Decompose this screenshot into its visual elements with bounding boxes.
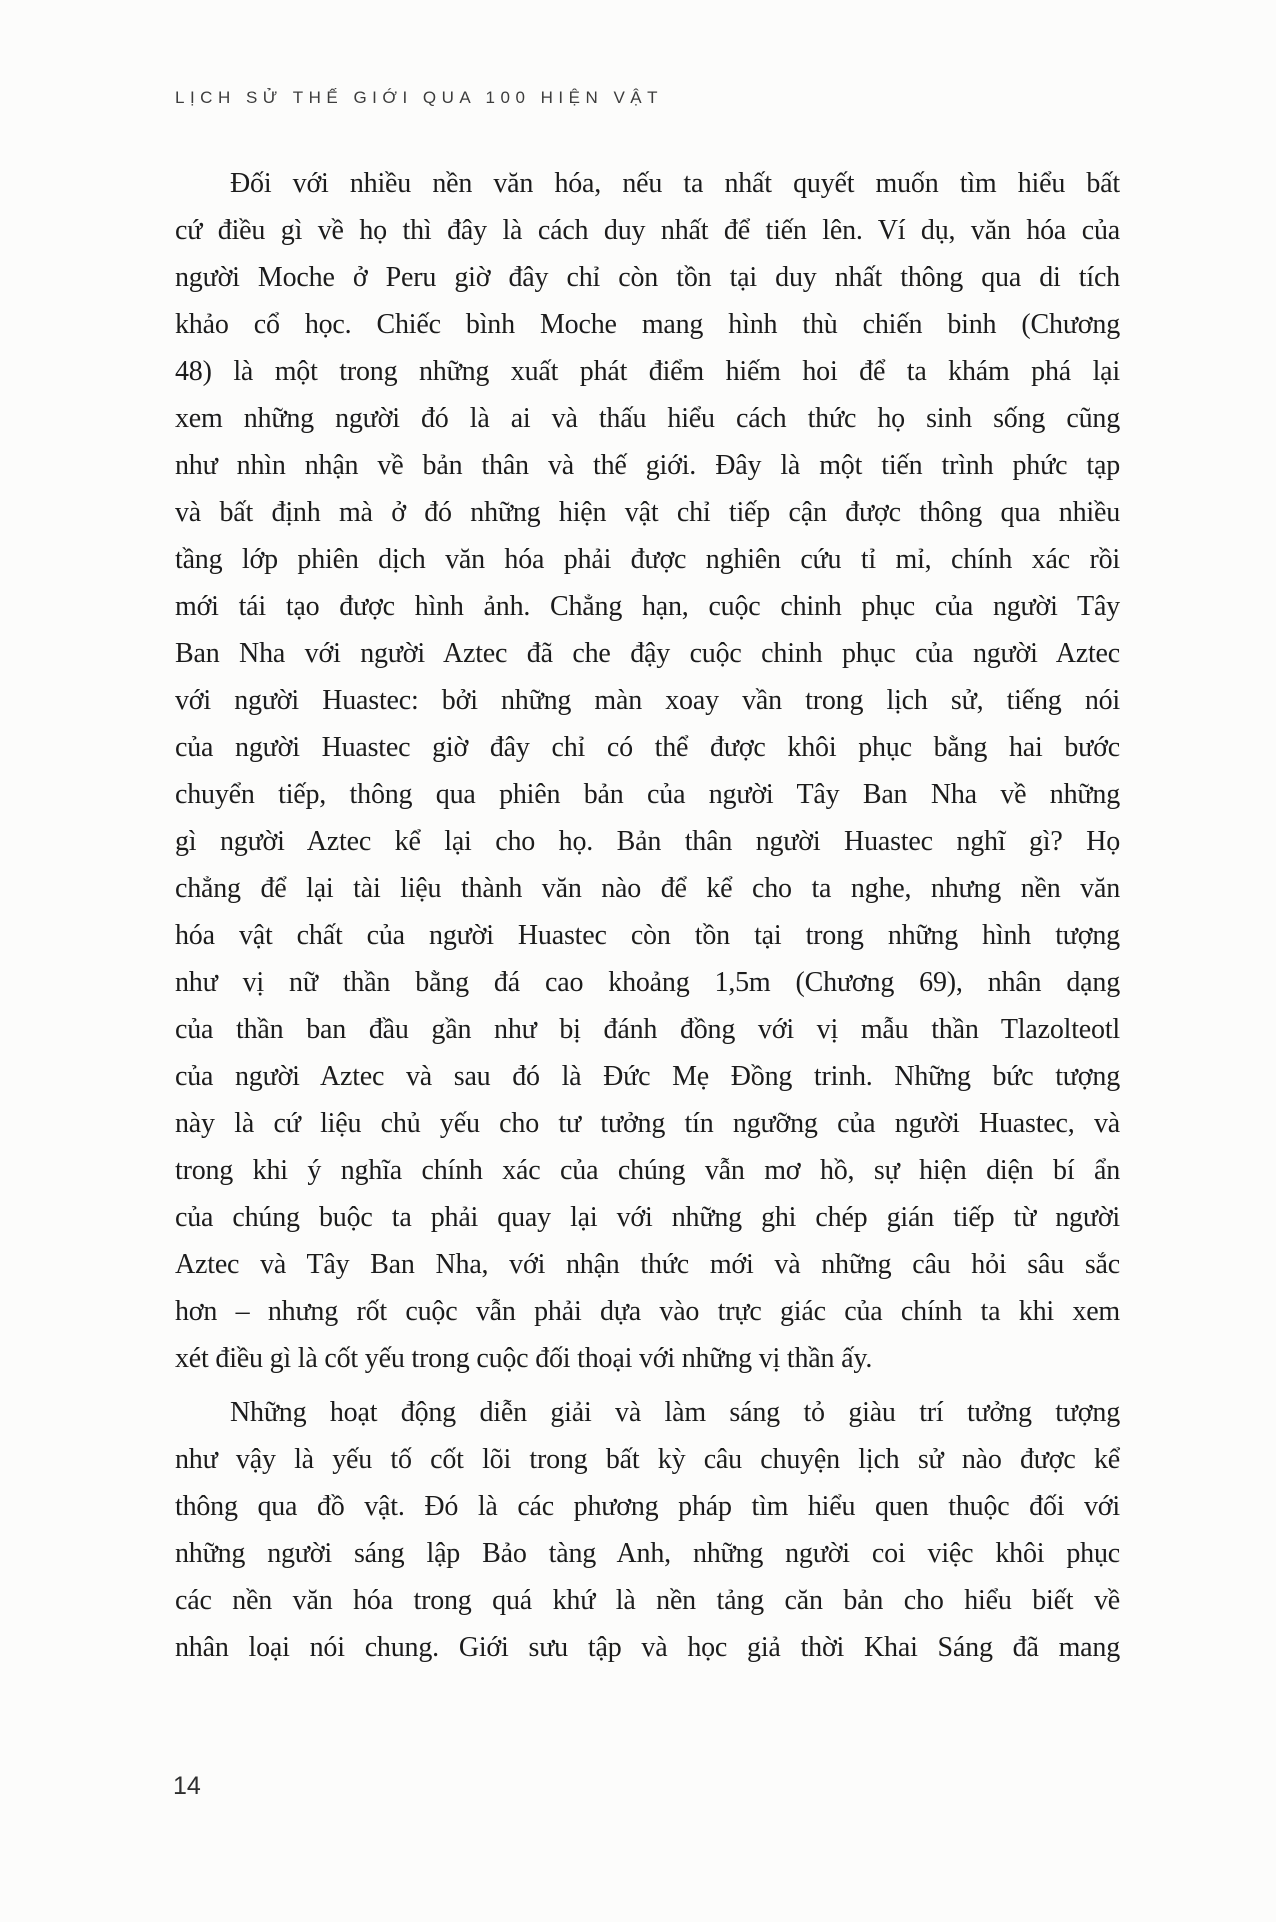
text-line: nhân loại nói chung. Giới sưu tập và học giả thời Khai Sáng đã mang [175, 1632, 1120, 1663]
text-line: chuyển tiếp, thông qua phiên bản của người Tây Ban Nha về những [175, 779, 1120, 810]
text-line: Ban Nha với người Aztec đã che đậy cuộc chinh phục của người Aztec [175, 638, 1120, 669]
text-line: người Moche ở Peru giờ đây chỉ còn tồn tại duy nhất thông qua di tích [175, 262, 1120, 293]
text-line: này là cứ liệu chủ yếu cho tư tưởng tín ngưỡng của người Huastec, và [175, 1108, 1120, 1139]
text-line: mới tái tạo được hình ảnh. Chẳng hạn, cuộc chinh phục của người Tây [175, 591, 1120, 622]
text-line: tầng lớp phiên dịch văn hóa phải được nghiên cứu tỉ mỉ, chính xác rồi [175, 544, 1120, 575]
text-line: Đối với nhiều nền văn hóa, nếu ta nhất quyết muốn tìm hiểu bất [230, 168, 1120, 199]
text-line: như vị nữ thần bằng đá cao khoảng 1,5m (Chương 69), nhân dạng [175, 967, 1120, 998]
text-line: các nền văn hóa trong quá khứ là nền tảng căn bản cho hiểu biết về [175, 1585, 1120, 1616]
text-line: hơn – nhưng rốt cuộc vẫn phải dựa vào trực giác của chính ta khi xem [175, 1296, 1120, 1327]
text-line: của thần ban đầu gần như bị đánh đồng với vị mẫu thần Tlazolteotl [175, 1014, 1120, 1045]
text-line: chẳng để lại tài liệu thành văn nào để kể cho ta nghe, nhưng nền văn [175, 873, 1120, 904]
text-line: của chúng buộc ta phải quay lại với những ghi chép gián tiếp từ người [175, 1202, 1120, 1233]
text-line: những người sáng lập Bảo tàng Anh, những người coi việc khôi phục [175, 1538, 1120, 1569]
text-line: cứ điều gì về họ thì đây là cách duy nhất để tiến lên. Ví dụ, văn hóa của [175, 215, 1120, 246]
text-line: của người Huastec giờ đây chỉ có thể được khôi phục bằng hai bước [175, 732, 1120, 763]
text-line: với người Huastec: bởi những màn xoay vần trong lịch sử, tiếng nói [175, 685, 1120, 716]
text-line: xét điều gì là cốt yếu trong cuộc đối thoại với những vị thần ấy. [175, 1343, 873, 1374]
page-number: 14 [173, 1772, 201, 1800]
text-line: 48) là một trong những xuất phát điểm hiếm hoi để ta khám phá lại [175, 356, 1120, 387]
body-text [175, 160, 1120, 1671]
text-line: thông qua đồ vật. Đó là các phương pháp tìm hiểu quen thuộc đối với [175, 1491, 1120, 1522]
paragraph [175, 1389, 1120, 1671]
paragraph [175, 160, 1120, 1382]
text-line: Những hoạt động diễn giải và làm sáng tỏ giàu trí tưởng tượng [230, 1397, 1120, 1428]
running-header-title: LỊCH SỬ THẾ GIỚI QUA 100 HIỆN VẬT [175, 88, 664, 107]
text-line: và bất định mà ở đó những hiện vật chỉ tiếp cận được thông qua nhiều [175, 497, 1120, 528]
text-line: gì người Aztec kể lại cho họ. Bản thân người Huastec nghĩ gì? Họ [175, 826, 1120, 857]
text-line: như vậy là yếu tố cốt lõi trong bất kỳ câu chuyện lịch sử nào được kể [175, 1444, 1120, 1475]
text-line: của người Aztec và sau đó là Đức Mẹ Đồng trinh. Những bức tượng [175, 1061, 1120, 1092]
text-line: Aztec và Tây Ban Nha, với nhận thức mới và những câu hỏi sâu sắc [175, 1249, 1120, 1280]
text-line: hóa vật chất của người Huastec còn tồn tại trong những hình tượng [175, 920, 1120, 951]
text-line: xem những người đó là ai và thấu hiểu cách thức họ sinh sống cũng [175, 403, 1120, 434]
text-line: như nhìn nhận về bản thân và thế giới. Đây là một tiến trình phức tạp [175, 450, 1120, 481]
text-line: trong khi ý nghĩa chính xác của chúng vẫn mơ hồ, sự hiện diện bí ẩn [175, 1155, 1120, 1186]
text-line: khảo cổ học. Chiếc bình Moche mang hình thù chiến binh (Chương [175, 309, 1120, 340]
